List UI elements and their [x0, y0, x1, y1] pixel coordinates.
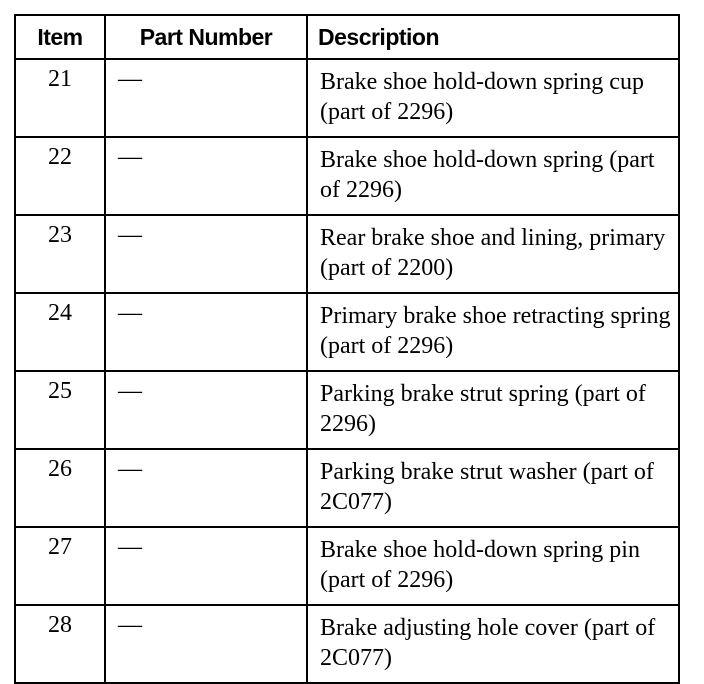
item-number: 27	[15, 527, 105, 605]
table-row	[15, 215, 679, 293]
table-row	[15, 293, 679, 371]
table-row	[15, 371, 679, 449]
table-row	[15, 605, 679, 683]
item-number: 28	[15, 605, 105, 683]
item-number: 24	[15, 293, 105, 371]
table-row	[15, 449, 679, 527]
part-number: —	[105, 527, 307, 605]
part-number: —	[105, 605, 307, 683]
header-part-number: Part Number	[105, 15, 307, 59]
description: Brake shoe hold-down spring pin (part of 2296)	[307, 527, 679, 605]
table-row	[15, 137, 679, 215]
table-row	[15, 527, 679, 605]
description: Brake adjusting hole cover (part of 2C077)	[307, 605, 679, 683]
description: Primary brake shoe retracting spring (part of 2296)	[307, 293, 679, 371]
part-number: —	[105, 449, 307, 527]
description: Brake shoe hold-down spring (part of 2296)	[307, 137, 679, 215]
description: Rear brake shoe and lining, primary (part of 2200)	[307, 215, 679, 293]
item-number: 21	[15, 59, 105, 137]
header-item: Item	[15, 15, 105, 59]
part-number: —	[105, 137, 307, 215]
item-number: 23	[15, 215, 105, 293]
description: Parking brake strut spring (part of 2296)	[307, 371, 679, 449]
header-description: Description	[307, 15, 679, 59]
item-number: 22	[15, 137, 105, 215]
description: Parking brake strut washer (part of 2C077)	[307, 449, 679, 527]
item-number: 25	[15, 371, 105, 449]
item-number: 26	[15, 449, 105, 527]
part-number: —	[105, 215, 307, 293]
part-number: —	[105, 293, 307, 371]
part-number: —	[105, 59, 307, 137]
parts-table	[14, 14, 680, 684]
part-number: —	[105, 371, 307, 449]
description: Brake shoe hold-down spring cup (part of 2296)	[307, 59, 679, 137]
table-row	[15, 59, 679, 137]
table-header-row	[15, 15, 679, 59]
